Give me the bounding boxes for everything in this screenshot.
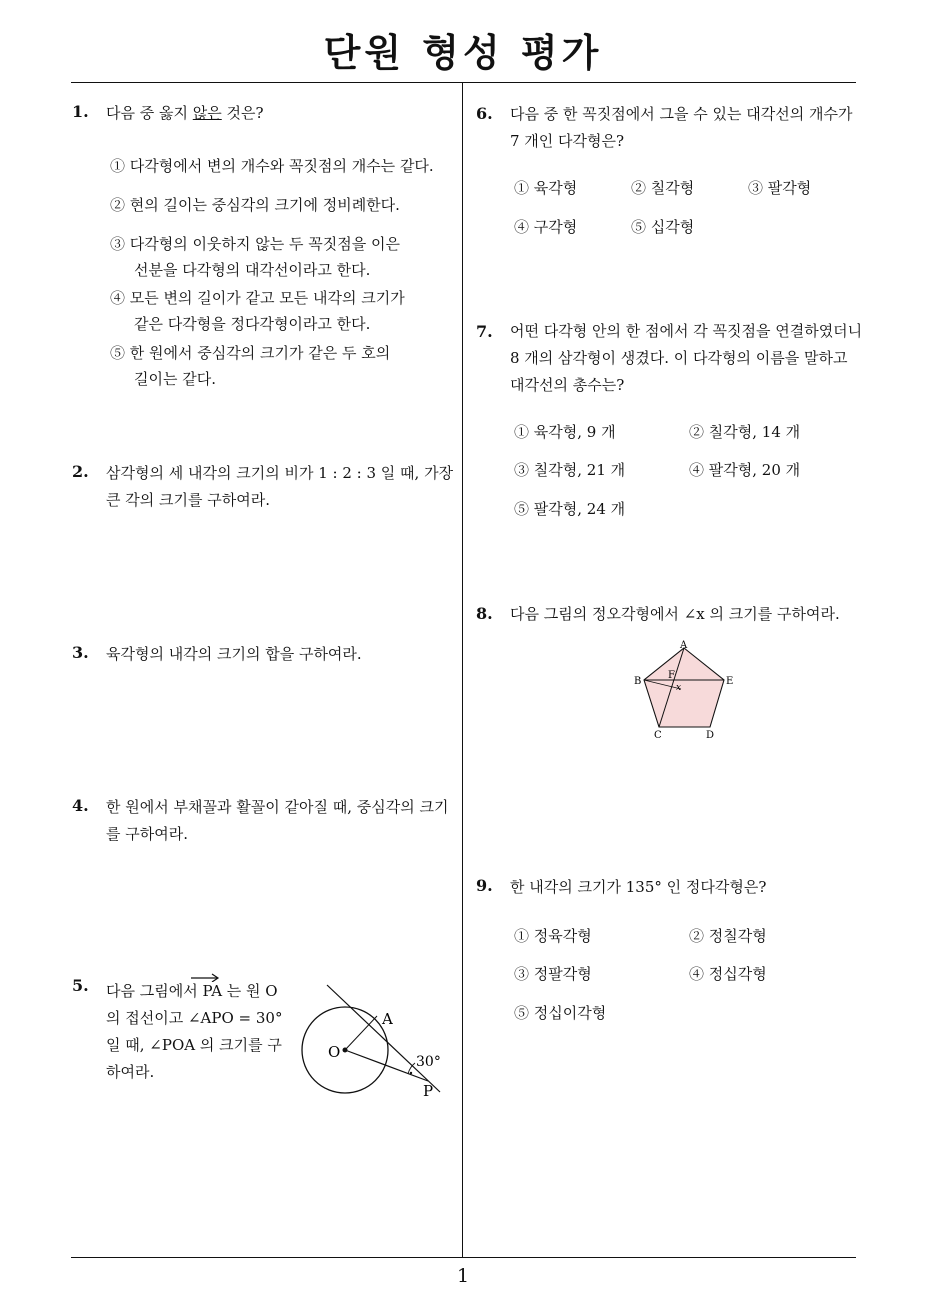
question-text: 다음 중 한 꼭짓점에서 그을 수 있는 대각선의 개수가 7 개인 다각형은? bbox=[510, 105, 853, 150]
pentagon-shape bbox=[644, 648, 724, 727]
column-divider bbox=[462, 83, 463, 1258]
option-3[interactable]: ③ 칠각형, 21 개 bbox=[514, 461, 626, 479]
point-e-label: E bbox=[726, 676, 734, 687]
option-1[interactable]: ① 정육각형 bbox=[514, 927, 592, 945]
point-o-label: O bbox=[328, 1043, 341, 1061]
option-3[interactable]: ③ 다각형의 이웃하지 않는 두 꼭짓점을 이은 bbox=[110, 235, 400, 253]
question-text: 한 내각의 크기가 135° 인 정다각형은? bbox=[510, 878, 767, 896]
option-5[interactable]: ⑤ 정십이각형 bbox=[514, 1004, 607, 1022]
option-4[interactable]: ④ 모든 변의 길이가 같고 모든 내각의 크기가 bbox=[110, 289, 405, 307]
point-a-label: A bbox=[382, 1010, 393, 1028]
question-number: 3. bbox=[72, 643, 89, 662]
line-with-vector: 다음 그림에서 PA 는 원 O bbox=[106, 978, 282, 1005]
question-number: 1. bbox=[72, 102, 89, 121]
question-number: 5. bbox=[72, 976, 89, 995]
top-divider bbox=[71, 82, 856, 83]
option-2[interactable]: ② 칠각형 bbox=[631, 179, 695, 197]
question-number: 2. bbox=[72, 462, 89, 481]
option-3[interactable]: ③ 정팔각형 bbox=[514, 965, 592, 983]
question-number: 8. bbox=[476, 604, 493, 623]
option-5[interactable]: ⑤ 십각형 bbox=[631, 218, 695, 236]
option-1[interactable]: ① 다각형에서 변의 개수와 꼭짓점의 개수는 같다. bbox=[110, 157, 434, 175]
option-5[interactable]: ⑤ 한 원에서 중심각의 크기가 같은 두 호의 bbox=[110, 344, 391, 362]
option-4-cont: 같은 다각형을 정다각형이라고 한다. bbox=[134, 315, 371, 333]
point-a-label: A bbox=[680, 640, 688, 651]
bottom-divider bbox=[71, 1257, 856, 1258]
option-4[interactable]: ④ 팔각형, 20 개 bbox=[689, 461, 801, 479]
angle-x-label: x bbox=[676, 683, 682, 693]
vector-arrow-icon bbox=[190, 972, 220, 982]
page-title: 단원 형성 평가 bbox=[323, 31, 603, 75]
option-2[interactable]: ② 칠각형, 14 개 bbox=[689, 423, 801, 441]
angle-label: 30° bbox=[416, 1054, 441, 1070]
option-4[interactable]: ④ 정십각형 bbox=[689, 965, 767, 983]
question-number: 6. bbox=[476, 104, 493, 123]
option-4[interactable]: ④ 구각형 bbox=[514, 218, 578, 236]
question-text: 한 원에서 부채꼴과 활꼴이 같아질 때, 중심각의 크기 를 구하여라. bbox=[106, 798, 449, 843]
option-2[interactable]: ② 정칠각형 bbox=[689, 927, 767, 945]
option-1[interactable]: ① 육각형 bbox=[514, 179, 578, 197]
point-b-label: B bbox=[634, 676, 642, 687]
point-f-label: F bbox=[668, 670, 675, 681]
page-number: 1 bbox=[456, 1265, 470, 1287]
question-text: 다음 그림에서 PA 는 원 O 의 접선이고 ∠APO = 30° 일 때, ∠POA 의 크기를 구 하여라. bbox=[106, 978, 282, 1086]
option-3-cont: 선분을 다각형의 대각선이라고 한다. bbox=[134, 261, 371, 279]
option-5[interactable]: ⑤ 팔각형, 24 개 bbox=[514, 500, 626, 518]
option-5-cont: 길이는 같다. bbox=[134, 370, 216, 388]
question-number: 4. bbox=[72, 796, 89, 815]
pentagon-figure bbox=[625, 638, 745, 743]
point-c-label: C bbox=[654, 730, 662, 741]
option-2[interactable]: ② 현의 길이는 중심각의 크기에 정비례한다. bbox=[110, 196, 400, 214]
question-text: 삼각형의 세 내각의 크기의 비가 1 : 2 : 3 일 때, 가장 큰 각의 크기를 구하여라. bbox=[106, 464, 454, 509]
option-3[interactable]: ③ 팔각형 bbox=[748, 179, 812, 197]
point-p-label: P bbox=[423, 1082, 434, 1100]
question-text: 어떤 다각형 안의 한 점에서 각 꼭짓점을 연결하였더니 8 개의 삼각형이 생겼다. 이 다각형의 이름을 말하고 대각선의 총수는? bbox=[510, 322, 863, 394]
question-number: 9. bbox=[476, 876, 493, 895]
question-text: 다음 그림의 정오각형에서 ∠x 의 크기를 구하여라. bbox=[510, 605, 840, 623]
underlined-word: 않은 bbox=[192, 104, 222, 122]
question-text: 다음 중 옳지 않은 것은? bbox=[106, 104, 264, 122]
point-d-label: D bbox=[706, 730, 715, 741]
question-number: 7. bbox=[476, 322, 493, 341]
tangent-circle-figure bbox=[290, 980, 450, 1105]
question-text: 육각형의 내각의 크기의 합을 구하여라. bbox=[106, 645, 362, 663]
option-1[interactable]: ① 육각형, 9 개 bbox=[514, 423, 616, 441]
